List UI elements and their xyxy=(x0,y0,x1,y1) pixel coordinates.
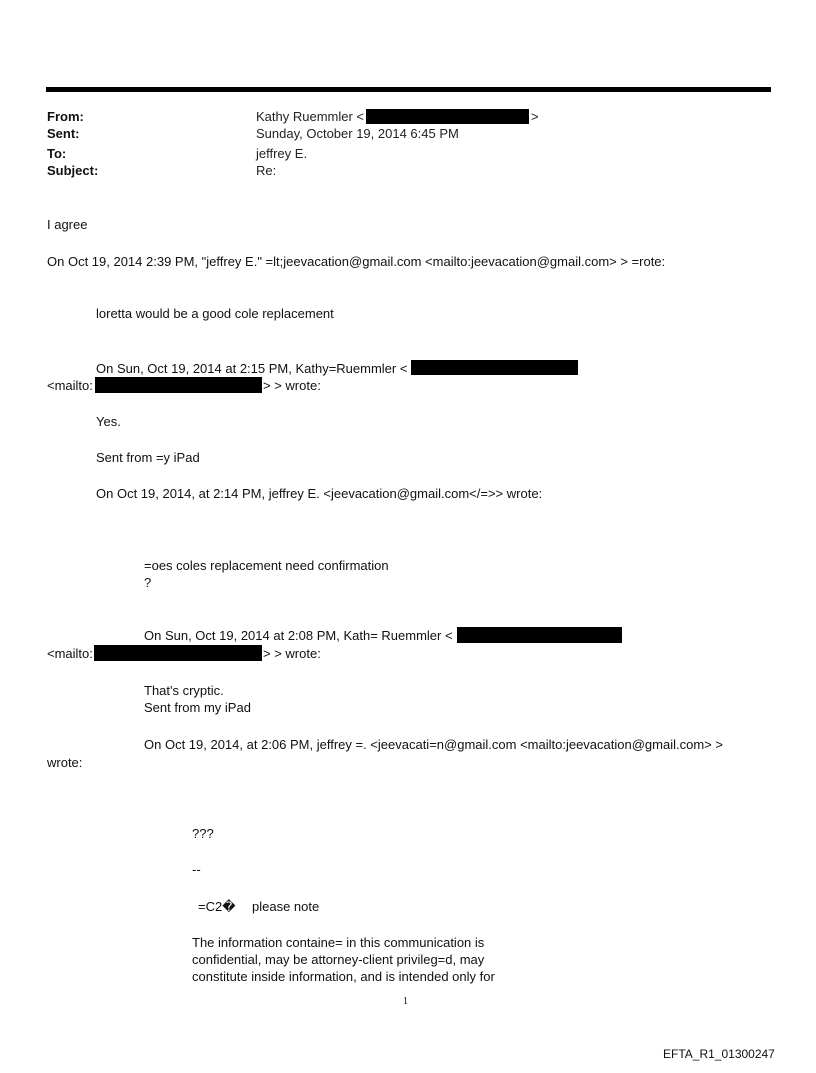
from-label: From: xyxy=(47,109,84,124)
quote2-text: Yes. xyxy=(96,414,121,429)
quote1-text: loretta would be a good cole replacement xyxy=(96,306,334,321)
from-value: Kathy Ruemmler < xyxy=(256,109,365,124)
redaction-box xyxy=(457,627,622,643)
signature-separator: -- xyxy=(192,862,201,877)
sent-label: Sent: xyxy=(47,126,80,141)
quote3-attribution: On Oct 19, 2014, at 2:14 PM, jeffrey E. <jeevacation@gmail.com</=>> wrote: xyxy=(96,486,543,501)
redaction-box xyxy=(94,645,262,661)
redaction-box xyxy=(95,377,262,393)
disclaimer-line: constitute inside information, and is intended only for xyxy=(192,969,495,984)
disclaimer-line: confidential, may be attorney-client privileg=d, may xyxy=(192,952,485,967)
quote2-mailto-label: <mailto: xyxy=(47,378,93,393)
reply-text: I agree xyxy=(47,217,88,232)
sent-value: Sunday, October 19, 2014 6:45 PM xyxy=(256,126,459,141)
quote4-attribution-end: > > wrote: xyxy=(263,646,321,661)
quote5-attribution-end: wrote: xyxy=(47,755,83,770)
document-id: EFTA_R1_01300247 xyxy=(663,1047,775,1061)
quote5-text: ??? xyxy=(192,826,214,841)
quote4-signature: Sent from my iPad xyxy=(144,700,251,715)
quote2-attribution: On Sun, Oct 19, 2014 at 2:15 PM, Kathy=Ruemmler < xyxy=(96,361,408,376)
to-value: jeffrey E. xyxy=(256,146,308,161)
please-note: please note xyxy=(252,899,320,914)
quote4-text: That's cryptic. xyxy=(144,683,224,698)
header-rule xyxy=(46,87,771,92)
encoding-artifact: =C2� xyxy=(198,899,236,914)
redaction-box xyxy=(366,109,529,124)
subject-value: Re: xyxy=(256,163,277,178)
disclaimer-line: The information containe= in this communication is xyxy=(192,935,485,950)
quote3-text: =oes coles replacement need confirmation xyxy=(144,558,389,573)
quote2-signature: Sent from =y iPad xyxy=(96,450,200,465)
quote4-attribution: On Sun, Oct 19, 2014 at 2:08 PM, Kath= Ruemmler < xyxy=(144,628,453,643)
quote4-mailto-label: <mailto: xyxy=(47,646,93,661)
quote2-attribution-end: > > wrote: xyxy=(263,378,321,393)
quote5-attribution: On Oct 19, 2014, at 2:06 PM, jeffrey =. <jeevacati=n@gmail.com <mailto:jeevacation@gmail.com> > xyxy=(144,737,723,752)
quote3-text-2: ? xyxy=(144,575,152,590)
redaction-box xyxy=(411,360,578,375)
page-number: 1 xyxy=(403,996,408,1007)
quote1-attribution: On Oct 19, 2014 2:39 PM, "jeffrey E." =lt;jeevacation@gmail.com <mailto:jeevacation@gmail.com> > =rote: xyxy=(47,254,666,269)
subject-label: Subject: xyxy=(47,163,99,178)
from-value-suffix: > xyxy=(531,109,539,124)
to-label: To: xyxy=(47,146,67,161)
